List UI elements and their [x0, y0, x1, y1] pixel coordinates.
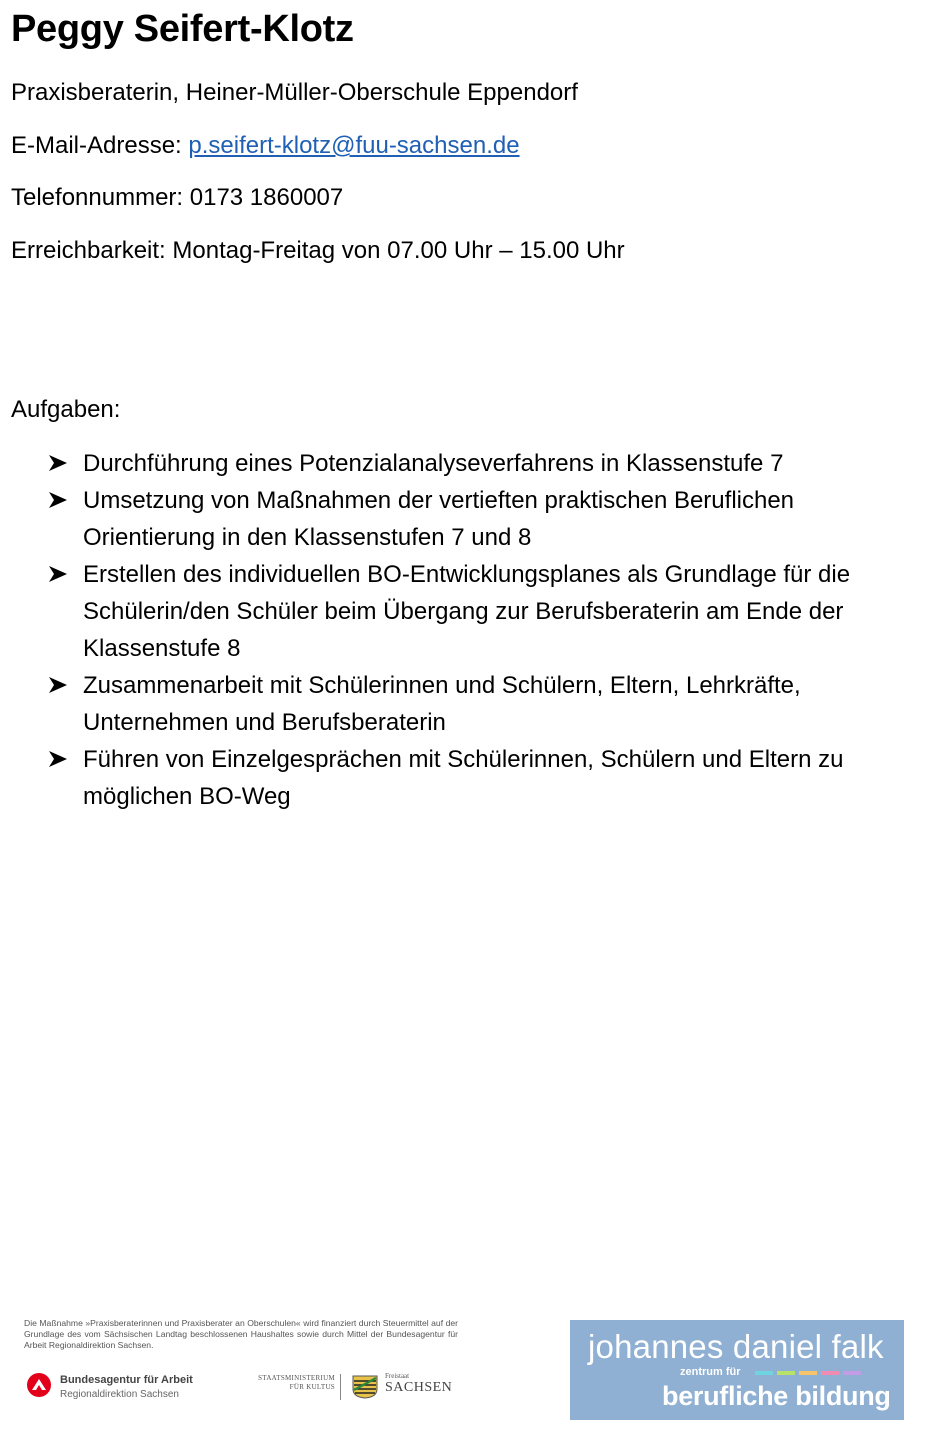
jdf-name: johannes daniel falk [588, 1328, 884, 1365]
staatsministerium-logo [240, 1374, 335, 1398]
jdf-stripe [843, 1371, 861, 1375]
tasks-heading: Aufgaben: [11, 396, 121, 423]
bundesagentur-logo [26, 1372, 216, 1404]
logo-divider [340, 1374, 341, 1400]
jdf-sub: zentrum für [680, 1366, 741, 1378]
smk-line-1: STAATSMINISTERIUM [258, 1374, 335, 1382]
jdf-stripe [755, 1371, 773, 1375]
role-line: Praxisberaterin, Heiner-Müller-Oberschule Eppendorf [11, 79, 578, 106]
task-list [48, 445, 928, 815]
jdf-stripe [821, 1371, 839, 1375]
phone-line: Telefonnummer: 0173 1860007 [11, 184, 344, 211]
task-text: Erstellen des individuellen BO-Entwicklungsplanes als Grundlage für die Schülerin/den Schüler beim Übergang zur Berufsberaterin am Ende der Klassenstufe 8 [83, 561, 851, 662]
funding-note: Die Maßnahme »Praxisberaterinnen und Praxisberater an Oberschulen« wird finanziert durch Steuermittel auf der Grundlage des vom Sächsischen Landtag beschlossenen Haushaltes sowie durch Mittel der Bundesagentur für Arbeit Regionaldirektion Sachsen. [24, 1318, 458, 1350]
jdf-main: berufliche bildung [662, 1381, 891, 1411]
arrow-bullet-icon [48, 454, 68, 472]
task-text: Durchführung eines Potenzialanalyseverfahrens in Klassenstufe 7 [83, 450, 784, 477]
list-item [48, 482, 928, 556]
jdf-stripe [777, 1371, 795, 1375]
arrow-bullet-icon [48, 750, 68, 768]
list-item [48, 445, 928, 482]
jdf-stripe [799, 1371, 817, 1375]
jdf-color-stripes [755, 1371, 865, 1376]
sachsen-crest-icon [352, 1375, 378, 1399]
task-text: Umsetzung von Maßnahmen der vertieften praktischen Beruflichen Orientierung in den Klassenstufen 7 und 8 [83, 487, 795, 551]
email-line [11, 131, 520, 161]
list-item [48, 556, 928, 667]
task-text: Zusammenarbeit mit Schülerinnen und Schülern, Eltern, Lehrkräfte, Unternehmen und Berufsberaterin [83, 672, 801, 736]
smk-line-2: FÜR KULTUS [289, 1383, 335, 1391]
arrow-bullet-icon [48, 676, 68, 694]
list-item [48, 667, 928, 741]
arrow-bullet-icon [48, 565, 68, 583]
sachsen-big-text: SACHSEN [385, 1380, 453, 1395]
bundesagentur-sub: Regionaldirektion Sachsen [60, 1389, 179, 1400]
arrow-bullet-icon [48, 491, 68, 509]
email-link[interactable]: p.seifert-klotz@fuu-sachsen.de [188, 132, 520, 159]
list-item [48, 741, 928, 815]
sachsen-logo [352, 1372, 462, 1402]
bundesagentur-icon [26, 1372, 52, 1398]
availability-line: Erreichbarkeit: Montag-Freitag von 07.00 Uhr – 15.00 Uhr [11, 237, 625, 264]
bundesagentur-name: Bundesagentur für Arbeit [60, 1374, 193, 1386]
task-text: Führen von Einzelgesprächen mit Schülerinnen, Schülern und Eltern zu möglichen BO-Weg [83, 746, 844, 810]
email-label: E-Mail-Adresse: [11, 132, 189, 159]
jdf-logo [570, 1320, 904, 1420]
sachsen-small-text: Freistaat [385, 1372, 410, 1380]
page-title: Peggy Seifert-Klotz [11, 8, 354, 50]
